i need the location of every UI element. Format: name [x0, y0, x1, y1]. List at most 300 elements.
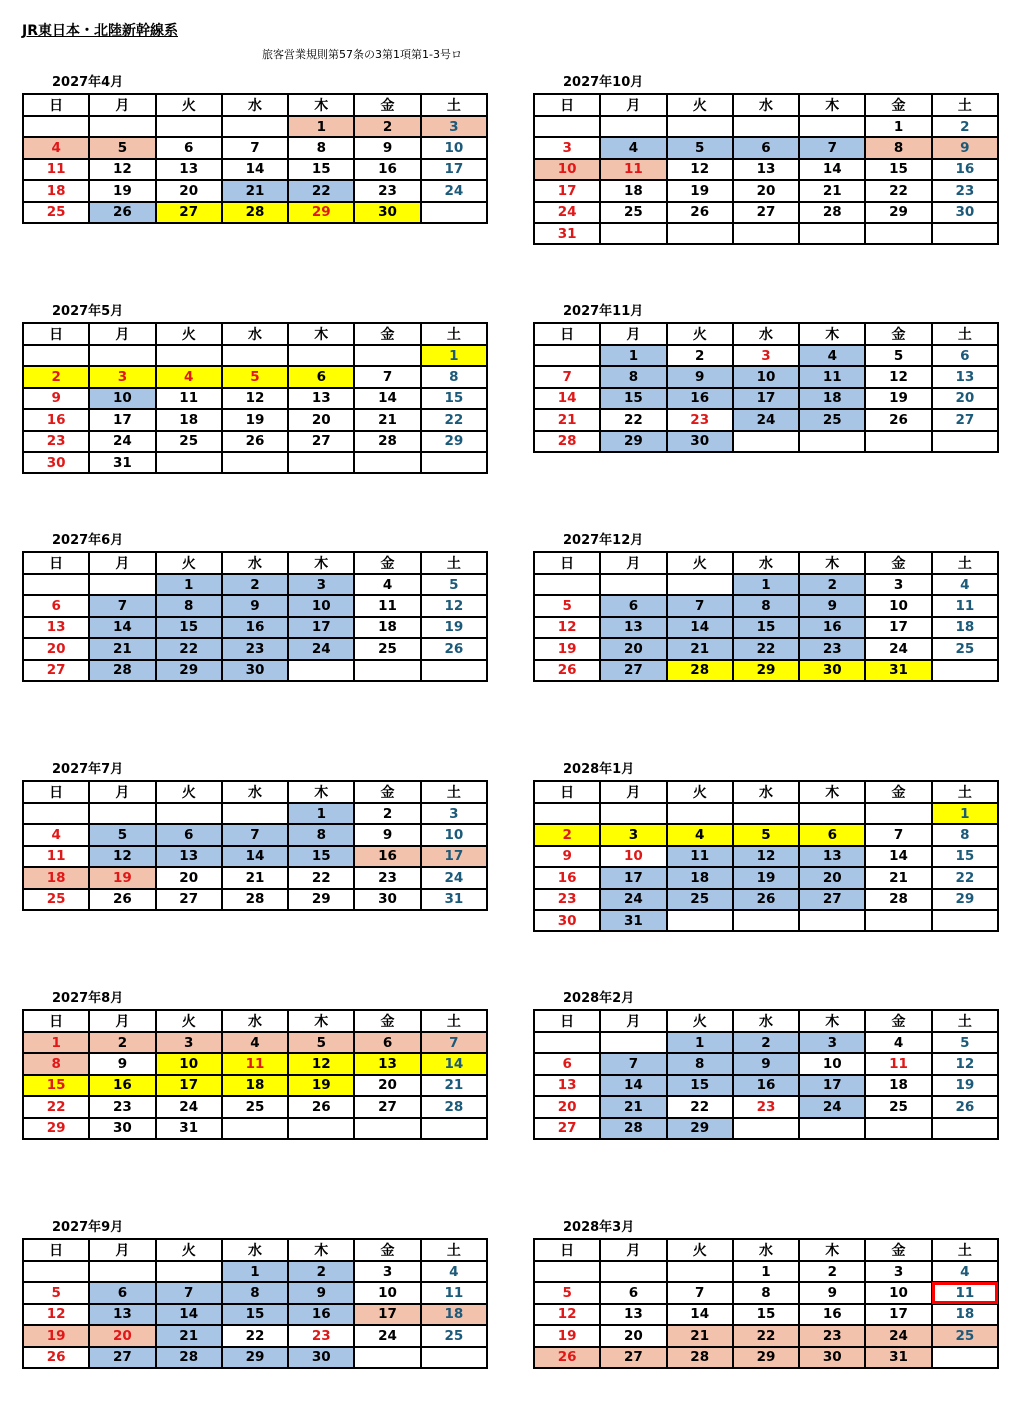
day-cell: 4 [600, 137, 666, 158]
day-cell: 16 [23, 409, 89, 430]
day-cell: 3 [865, 574, 931, 595]
day-cell: 21 [600, 1096, 666, 1117]
week-row [534, 574, 998, 595]
day-cell: 27 [733, 202, 799, 223]
day-cell: 13 [89, 1304, 155, 1325]
weekday-header-cell: 土 [421, 1010, 487, 1032]
day-cell: 1 [23, 1032, 89, 1053]
day-cell: 24 [799, 1096, 865, 1117]
day-cell: 7 [354, 366, 420, 387]
day-cell: 20 [288, 409, 354, 430]
week-row [23, 889, 487, 910]
day-cell: 29 [156, 660, 222, 681]
day-cell: 30 [667, 431, 733, 452]
day-cell: 22 [733, 1325, 799, 1346]
weekday-header-cell: 水 [733, 323, 799, 345]
empty-day-cell [865, 803, 931, 824]
weekday-header-cell: 水 [222, 552, 288, 574]
day-cell: 8 [288, 137, 354, 158]
day-cell: 21 [421, 1075, 487, 1096]
month-title: 2027年7月 [52, 762, 124, 777]
weekday-header-cell: 火 [156, 781, 222, 803]
month-calendar-table [533, 780, 999, 932]
week-row [534, 803, 998, 824]
weekday-header-cell: 火 [667, 323, 733, 345]
day-cell: 7 [222, 137, 288, 158]
day-cell: 28 [222, 889, 288, 910]
day-cell: 14 [156, 1304, 222, 1325]
weekday-header-cell: 木 [288, 1239, 354, 1261]
weekday-header-cell: 水 [222, 323, 288, 345]
day-cell: 8 [156, 595, 222, 616]
week-row [23, 1304, 487, 1325]
day-cell: 10 [865, 595, 931, 616]
empty-day-cell [156, 1261, 222, 1282]
day-cell: 28 [89, 660, 155, 681]
weekday-header-cell: 土 [932, 552, 998, 574]
weekday-header-cell: 月 [89, 1010, 155, 1032]
day-cell: 26 [667, 202, 733, 223]
day-cell: 24 [288, 638, 354, 659]
day-cell: 7 [156, 1282, 222, 1303]
day-cell: 31 [865, 660, 931, 681]
week-row [534, 1032, 998, 1053]
day-cell: 12 [222, 388, 288, 409]
weekday-header-cell: 木 [799, 1010, 865, 1032]
day-cell: 13 [799, 846, 865, 867]
day-cell: 26 [288, 1096, 354, 1117]
day-cell: 2 [288, 1261, 354, 1282]
day-cell: 5 [534, 595, 600, 616]
week-row [534, 159, 998, 180]
weekday-header-cell: 木 [799, 552, 865, 574]
weekday-header-cell: 水 [733, 781, 799, 803]
day-cell: 29 [667, 1118, 733, 1139]
empty-day-cell [288, 660, 354, 681]
day-cell: 15 [733, 617, 799, 638]
empty-day-cell [865, 223, 931, 244]
day-cell: 4 [222, 1032, 288, 1053]
day-cell: 10 [799, 1053, 865, 1074]
weekday-header-cell: 金 [865, 94, 931, 116]
day-cell: 19 [667, 180, 733, 201]
week-row [23, 1325, 487, 1346]
weekday-header-cell: 木 [288, 552, 354, 574]
empty-day-cell [354, 1347, 420, 1368]
day-cell: 7 [865, 824, 931, 845]
day-cell: 22 [222, 1325, 288, 1346]
highlighted-day-cell: 11 [932, 1282, 998, 1303]
empty-day-cell [23, 116, 89, 137]
day-cell: 3 [865, 1261, 931, 1282]
day-cell: 12 [23, 1304, 89, 1325]
empty-day-cell [733, 803, 799, 824]
day-cell: 25 [421, 1325, 487, 1346]
day-cell: 27 [600, 660, 666, 681]
weekday-header-cell: 水 [733, 94, 799, 116]
month-calendar-table [22, 93, 488, 224]
weekday-header-row [534, 1239, 998, 1261]
weekday-header-cell: 月 [600, 1010, 666, 1032]
day-cell: 21 [156, 1325, 222, 1346]
week-row [23, 137, 487, 158]
day-cell: 15 [288, 846, 354, 867]
weekday-header-cell: 水 [222, 1239, 288, 1261]
day-cell: 26 [534, 1347, 600, 1368]
week-row [534, 638, 998, 659]
empty-day-cell [600, 223, 666, 244]
weekday-header-cell: 金 [354, 1239, 420, 1261]
weekday-header-cell: 金 [865, 323, 931, 345]
day-cell: 16 [354, 846, 420, 867]
weekday-header-cell: 金 [865, 781, 931, 803]
weekday-header-row [23, 781, 487, 803]
day-cell: 21 [667, 638, 733, 659]
day-cell: 7 [421, 1032, 487, 1053]
week-row [23, 638, 487, 659]
day-cell: 2 [932, 116, 998, 137]
day-cell: 28 [222, 202, 288, 223]
day-cell: 29 [222, 1347, 288, 1368]
day-cell: 23 [354, 867, 420, 888]
day-cell: 24 [600, 889, 666, 910]
day-cell: 23 [932, 180, 998, 201]
day-cell: 18 [23, 180, 89, 201]
day-cell: 2 [354, 116, 420, 137]
day-cell: 4 [354, 574, 420, 595]
week-row [23, 803, 487, 824]
day-cell: 27 [156, 889, 222, 910]
empty-day-cell [932, 660, 998, 681]
empty-day-cell [222, 452, 288, 473]
day-cell: 22 [156, 638, 222, 659]
day-cell: 1 [288, 803, 354, 824]
week-row [23, 409, 487, 430]
day-cell: 24 [421, 180, 487, 201]
day-cell: 16 [288, 1304, 354, 1325]
day-cell: 25 [354, 638, 420, 659]
weekday-header-cell: 火 [156, 1010, 222, 1032]
day-cell: 15 [600, 388, 666, 409]
empty-day-cell [932, 431, 998, 452]
day-cell: 9 [23, 388, 89, 409]
week-row [23, 345, 487, 366]
day-cell: 13 [156, 846, 222, 867]
day-cell: 19 [23, 1325, 89, 1346]
day-cell: 6 [156, 137, 222, 158]
day-cell: 25 [23, 889, 89, 910]
day-cell: 4 [23, 137, 89, 158]
day-cell: 26 [89, 202, 155, 223]
weekday-header-cell: 金 [354, 1010, 420, 1032]
day-cell: 1 [288, 116, 354, 137]
day-cell: 20 [600, 638, 666, 659]
day-cell: 14 [600, 1075, 666, 1096]
month-title: 2027年11月 [563, 304, 644, 319]
month-title: 2027年9月 [52, 1220, 124, 1235]
weekday-header-cell: 日 [534, 323, 600, 345]
day-cell: 28 [600, 1118, 666, 1139]
weekday-header-row [23, 1010, 487, 1032]
day-cell: 30 [799, 1347, 865, 1368]
weekday-header-cell: 日 [23, 1239, 89, 1261]
day-cell: 26 [534, 660, 600, 681]
day-cell: 1 [667, 1032, 733, 1053]
day-cell: 30 [799, 660, 865, 681]
weekday-header-row [534, 323, 998, 345]
day-cell: 7 [222, 824, 288, 845]
day-cell: 10 [288, 595, 354, 616]
day-cell: 19 [932, 1075, 998, 1096]
week-row [534, 889, 998, 910]
day-cell: 3 [288, 574, 354, 595]
weekday-header-cell: 火 [156, 552, 222, 574]
week-row [534, 202, 998, 223]
week-row [534, 617, 998, 638]
day-cell: 24 [865, 1325, 931, 1346]
empty-day-cell [733, 116, 799, 137]
day-cell: 16 [799, 1304, 865, 1325]
day-cell: 21 [222, 867, 288, 888]
day-cell: 7 [600, 1053, 666, 1074]
empty-day-cell [288, 1118, 354, 1139]
weekday-header-cell: 火 [667, 94, 733, 116]
empty-day-cell [156, 452, 222, 473]
weekday-header-cell: 木 [288, 781, 354, 803]
day-cell: 9 [89, 1053, 155, 1074]
day-cell: 25 [932, 1325, 998, 1346]
day-cell: 2 [733, 1032, 799, 1053]
day-cell: 9 [288, 1282, 354, 1303]
day-cell: 1 [932, 803, 998, 824]
empty-day-cell [354, 660, 420, 681]
weekday-header-cell: 日 [23, 323, 89, 345]
day-cell: 18 [932, 617, 998, 638]
empty-day-cell [89, 116, 155, 137]
weekday-header-cell: 月 [600, 323, 666, 345]
day-cell: 1 [733, 574, 799, 595]
day-cell: 31 [89, 452, 155, 473]
day-cell: 17 [354, 1304, 420, 1325]
day-cell: 20 [600, 1325, 666, 1346]
day-cell: 29 [600, 431, 666, 452]
week-row [23, 388, 487, 409]
empty-day-cell [222, 116, 288, 137]
day-cell: 14 [667, 617, 733, 638]
day-cell: 28 [534, 431, 600, 452]
day-cell: 3 [354, 1261, 420, 1282]
empty-day-cell [156, 803, 222, 824]
week-row [23, 202, 487, 223]
month-calendar-table [533, 322, 999, 453]
week-row [534, 180, 998, 201]
empty-day-cell [600, 116, 666, 137]
empty-day-cell [534, 345, 600, 366]
day-cell: 10 [600, 846, 666, 867]
day-cell: 23 [354, 180, 420, 201]
day-cell: 14 [354, 388, 420, 409]
day-cell: 11 [222, 1053, 288, 1074]
day-cell: 14 [222, 846, 288, 867]
day-cell: 9 [354, 824, 420, 845]
week-row [23, 1347, 487, 1368]
day-cell: 6 [799, 824, 865, 845]
month-title: 2027年10月 [563, 75, 644, 90]
empty-day-cell [865, 431, 931, 452]
day-cell: 20 [534, 1096, 600, 1117]
day-cell: 31 [600, 910, 666, 931]
weekday-header-cell: 木 [799, 94, 865, 116]
day-cell: 15 [932, 846, 998, 867]
day-cell: 17 [421, 159, 487, 180]
weekday-header-cell: 水 [222, 94, 288, 116]
empty-day-cell [667, 803, 733, 824]
day-cell: 11 [600, 159, 666, 180]
week-row [23, 846, 487, 867]
month-calendar-table [22, 1238, 488, 1369]
empty-day-cell [799, 431, 865, 452]
day-cell: 24 [421, 867, 487, 888]
day-cell: 5 [667, 137, 733, 158]
day-cell: 31 [865, 1347, 931, 1368]
day-cell: 16 [932, 159, 998, 180]
day-cell: 4 [799, 345, 865, 366]
day-cell: 17 [865, 1304, 931, 1325]
day-cell: 30 [932, 202, 998, 223]
weekday-header-cell: 土 [932, 323, 998, 345]
day-cell: 11 [799, 366, 865, 387]
day-cell: 9 [354, 137, 420, 158]
weekday-header-row [23, 1239, 487, 1261]
day-cell: 20 [799, 867, 865, 888]
day-cell: 6 [23, 595, 89, 616]
empty-day-cell [733, 1118, 799, 1139]
day-cell: 8 [667, 1053, 733, 1074]
day-cell: 19 [534, 1325, 600, 1346]
weekday-header-cell: 水 [222, 1010, 288, 1032]
weekday-header-row [534, 94, 998, 116]
day-cell: 29 [733, 660, 799, 681]
day-cell: 27 [156, 202, 222, 223]
empty-day-cell [288, 345, 354, 366]
day-cell: 13 [600, 1304, 666, 1325]
day-cell: 11 [354, 595, 420, 616]
empty-day-cell [421, 202, 487, 223]
weekday-header-cell: 月 [89, 94, 155, 116]
week-row [534, 388, 998, 409]
weekday-header-cell: 金 [865, 1239, 931, 1261]
day-cell: 6 [354, 1032, 420, 1053]
day-cell: 27 [288, 431, 354, 452]
day-cell: 4 [667, 824, 733, 845]
day-cell: 21 [667, 1325, 733, 1346]
day-cell: 18 [799, 388, 865, 409]
day-cell: 23 [23, 431, 89, 452]
week-row [534, 1261, 998, 1282]
month-title: 2028年2月 [563, 991, 635, 1006]
weekday-header-cell: 月 [600, 552, 666, 574]
day-cell: 25 [156, 431, 222, 452]
day-cell: 2 [89, 1032, 155, 1053]
month-calendar-table [533, 1238, 999, 1369]
weekday-header-row [534, 552, 998, 574]
month-calendar-table [533, 93, 999, 245]
week-row [534, 223, 998, 244]
weekday-header-cell: 土 [421, 1239, 487, 1261]
empty-day-cell [222, 803, 288, 824]
week-row [534, 1347, 998, 1368]
day-cell: 29 [288, 889, 354, 910]
weekday-header-cell: 土 [932, 1239, 998, 1261]
day-cell: 17 [534, 180, 600, 201]
month-title: 2028年3月 [563, 1220, 635, 1235]
day-cell: 8 [733, 595, 799, 616]
day-cell: 3 [156, 1032, 222, 1053]
day-cell: 17 [799, 1075, 865, 1096]
week-row [23, 116, 487, 137]
weekday-header-cell: 金 [354, 781, 420, 803]
day-cell: 20 [89, 1325, 155, 1346]
weekday-header-cell: 木 [288, 323, 354, 345]
day-cell: 10 [534, 159, 600, 180]
week-row [534, 867, 998, 888]
day-cell: 4 [421, 1261, 487, 1282]
day-cell: 17 [421, 846, 487, 867]
weekday-header-cell: 月 [89, 552, 155, 574]
week-row [534, 595, 998, 616]
day-cell: 12 [534, 1304, 600, 1325]
day-cell: 18 [865, 1075, 931, 1096]
empty-day-cell [222, 1118, 288, 1139]
day-cell: 11 [421, 1282, 487, 1303]
day-cell: 24 [354, 1325, 420, 1346]
day-cell: 3 [89, 366, 155, 387]
day-cell: 22 [600, 409, 666, 430]
weekday-header-cell: 日 [534, 94, 600, 116]
week-row [534, 366, 998, 387]
week-row [23, 452, 487, 473]
day-cell: 5 [222, 366, 288, 387]
day-cell: 28 [865, 889, 931, 910]
empty-day-cell [667, 574, 733, 595]
empty-day-cell [799, 910, 865, 931]
day-cell: 12 [421, 595, 487, 616]
weekday-header-cell: 火 [667, 781, 733, 803]
day-cell: 8 [932, 824, 998, 845]
week-row [534, 1118, 998, 1139]
day-cell: 29 [733, 1347, 799, 1368]
day-cell: 8 [23, 1053, 89, 1074]
day-cell: 28 [156, 1347, 222, 1368]
empty-day-cell [667, 116, 733, 137]
day-cell: 19 [421, 617, 487, 638]
day-cell: 6 [156, 824, 222, 845]
empty-day-cell [733, 431, 799, 452]
day-cell: 7 [667, 595, 733, 616]
week-row [534, 1282, 998, 1303]
day-cell: 3 [534, 137, 600, 158]
day-cell: 5 [733, 824, 799, 845]
day-cell: 27 [23, 660, 89, 681]
empty-day-cell [23, 574, 89, 595]
week-row [23, 595, 487, 616]
empty-day-cell [600, 1261, 666, 1282]
day-cell: 12 [89, 846, 155, 867]
day-cell: 14 [667, 1304, 733, 1325]
weekday-header-cell: 日 [534, 1239, 600, 1261]
day-cell: 21 [222, 180, 288, 201]
weekday-header-cell: 水 [733, 552, 799, 574]
